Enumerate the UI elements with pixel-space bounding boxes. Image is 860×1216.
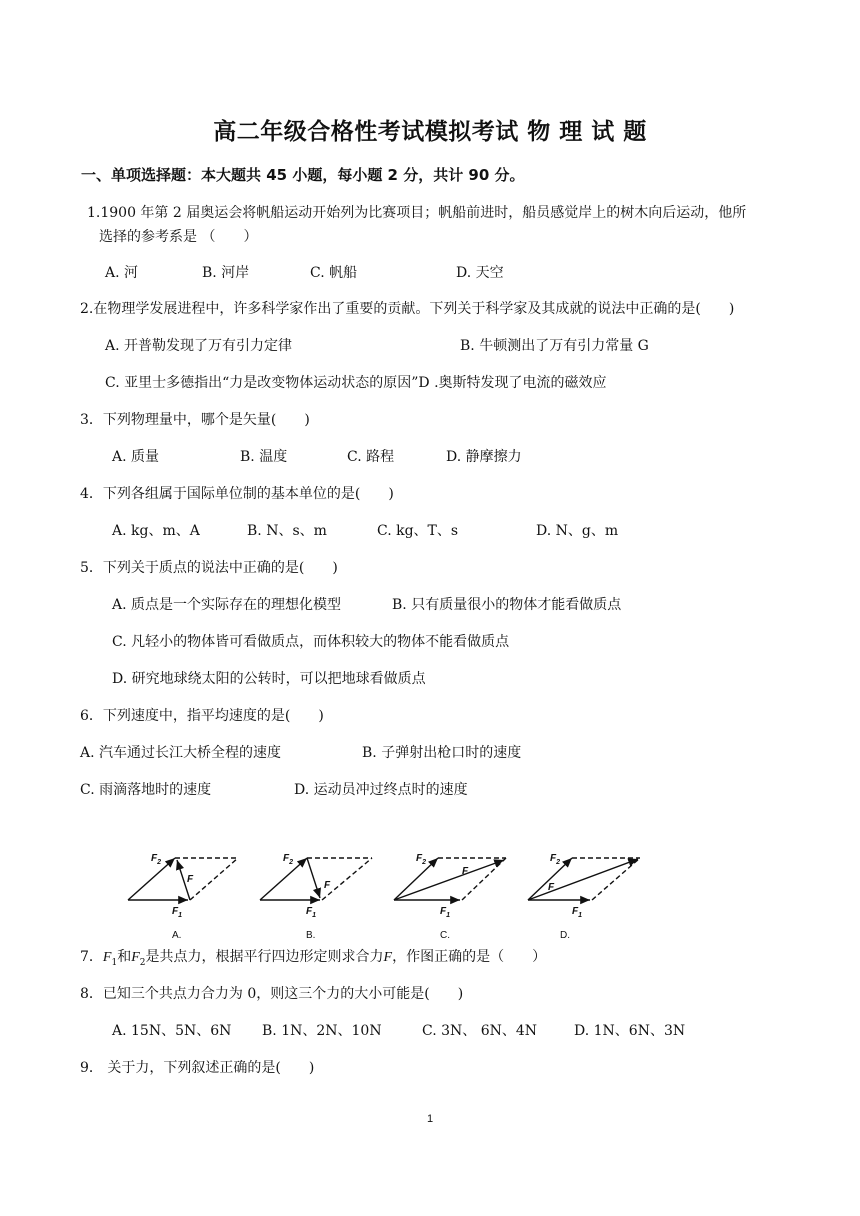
- question-5-option-c: C. 凡轻小的物体皆可看做质点，而体积较大的物体不能看做质点: [112, 634, 510, 650]
- question-7-stem: 7．$F_1$和$F_2$是共点力，根据平行四边形定则求合力F，作图正确的是（ ）: [80, 949, 547, 968]
- label-f1-c: $F_1$: [440, 906, 451, 919]
- question-1-stem: 1.1900 年第 2 届奥运会将帆船运动开始列为比赛项目；帆船前进时，船员感觉岸上的树木向后运动，他所: [87, 205, 747, 221]
- question-8-option-b: B. 1N、2N、10N: [262, 1023, 382, 1039]
- section-heading: 一、单项选择题：本大题共 45 小题，每小题 2 分，共计 90 分。: [81, 166, 525, 184]
- question-5-option-d: D. 研究地球绕太阳的公转时，可以把地球看做质点: [112, 671, 426, 687]
- label-f-d: F: [548, 882, 555, 893]
- figure-label-c: C.: [440, 930, 450, 941]
- question-8-stem: 8．已知三个共点力合力为 0，则这三个力的大小可能是( ): [80, 986, 464, 1002]
- page-title: 高二年级合格性考试模拟考试 物 理 试 题: [213, 119, 647, 145]
- question-4-option-b: B. N、s、m: [247, 523, 327, 539]
- figure-label-b: B.: [306, 930, 316, 941]
- question-6-option-c: C. 雨滴落地时的速度: [80, 782, 212, 798]
- question-2-option-b: B. 牛顿测出了万有引力常量 G: [460, 338, 649, 354]
- page-number: 1: [426, 1113, 434, 1125]
- question-6-option-d: D. 运动员冲过终点时的速度: [294, 782, 468, 798]
- force-parallelogram-figure: [120, 842, 660, 942]
- question-4-option-a: A. kg、m、A: [112, 523, 200, 539]
- label-f-a: F: [187, 874, 194, 885]
- question-3-option-b: B. 温度: [240, 449, 288, 465]
- figure-label-d: D.: [560, 930, 570, 941]
- question-9-stem: 9． 关于力，下列叙述正确的是( ): [80, 1060, 315, 1076]
- question-4-stem: 4．下列各组属于国际单位制的基本单位的是( ): [80, 486, 394, 502]
- question-3-option-a: A. 质量: [112, 449, 160, 465]
- question-1-option-b: B. 河岸: [202, 265, 250, 281]
- question-4-option-c: C. kg、T、s: [377, 523, 459, 539]
- question-5-stem: 5．下列关于质点的说法中正确的是( ): [80, 560, 338, 576]
- question-2-option-a: A. 开普勒发现了万有引力定律: [105, 338, 293, 354]
- question-4-option-d: D. N、g、m: [536, 523, 619, 539]
- diagram-c: [394, 858, 506, 900]
- label-f2-a: $F_2$: [151, 853, 162, 866]
- diagram-b: [260, 858, 372, 900]
- diagram-a: [128, 858, 238, 900]
- question-1-option-a: A. 河: [105, 265, 139, 281]
- question-5-option-b: B. 只有质量很小的物体才能看做质点: [392, 597, 622, 613]
- question-2-stem: 2.在物理学发展进程中，许多科学家作出了重要的贡献。下列关于科学家及其成就的说法中正确的是( ): [80, 301, 735, 317]
- question-8-option-d: D. 1N、6N、3N: [574, 1023, 686, 1039]
- label-f2-b: $F_2$: [283, 853, 294, 866]
- label-f1-d: $F_1$: [572, 906, 583, 919]
- question-8-option-c: C. 3N、 6N、4N: [422, 1023, 538, 1039]
- question-3-option-d: D. 静摩擦力: [446, 449, 522, 465]
- question-1-option-d: D. 天空: [456, 265, 504, 281]
- question-5-option-a: A. 质点是一个实际存在的理想化模型: [112, 597, 342, 613]
- diagram-d: [528, 858, 640, 900]
- question-6-stem: 6．下列速度中，指平均速度的是( ): [80, 708, 324, 724]
- question-6-option-a: A. 汽车通过长江大桥全程的速度: [80, 745, 282, 761]
- question-8-option-a: A. 15N、5N、6N: [112, 1023, 232, 1039]
- label-f1-a: $F_1$: [172, 906, 183, 919]
- question-3-stem: 3．下列物理量中，哪个是矢量( ): [80, 412, 310, 428]
- question-2-option-cd: C. 亚里士多德指出“力是改变物体运动状态的原因”D .奥斯特发现了电流的磁效应: [105, 375, 607, 391]
- question-6-option-b: B. 子弹射出枪口时的速度: [362, 745, 522, 761]
- label-f-b: F: [324, 880, 331, 891]
- label-f-c: F: [462, 866, 469, 877]
- label-f1-b: $F_1$: [306, 906, 317, 919]
- label-f2-d: $F_2$: [550, 853, 561, 866]
- question-1-option-c: C. 帆船: [310, 265, 358, 281]
- label-f2-c: $F_2$: [416, 853, 427, 866]
- question-3-option-c: C. 路程: [347, 449, 395, 465]
- figure-label-a: A.: [172, 930, 182, 941]
- question-1-stem-cont: 选择的参考系是 （ ）: [99, 229, 258, 245]
